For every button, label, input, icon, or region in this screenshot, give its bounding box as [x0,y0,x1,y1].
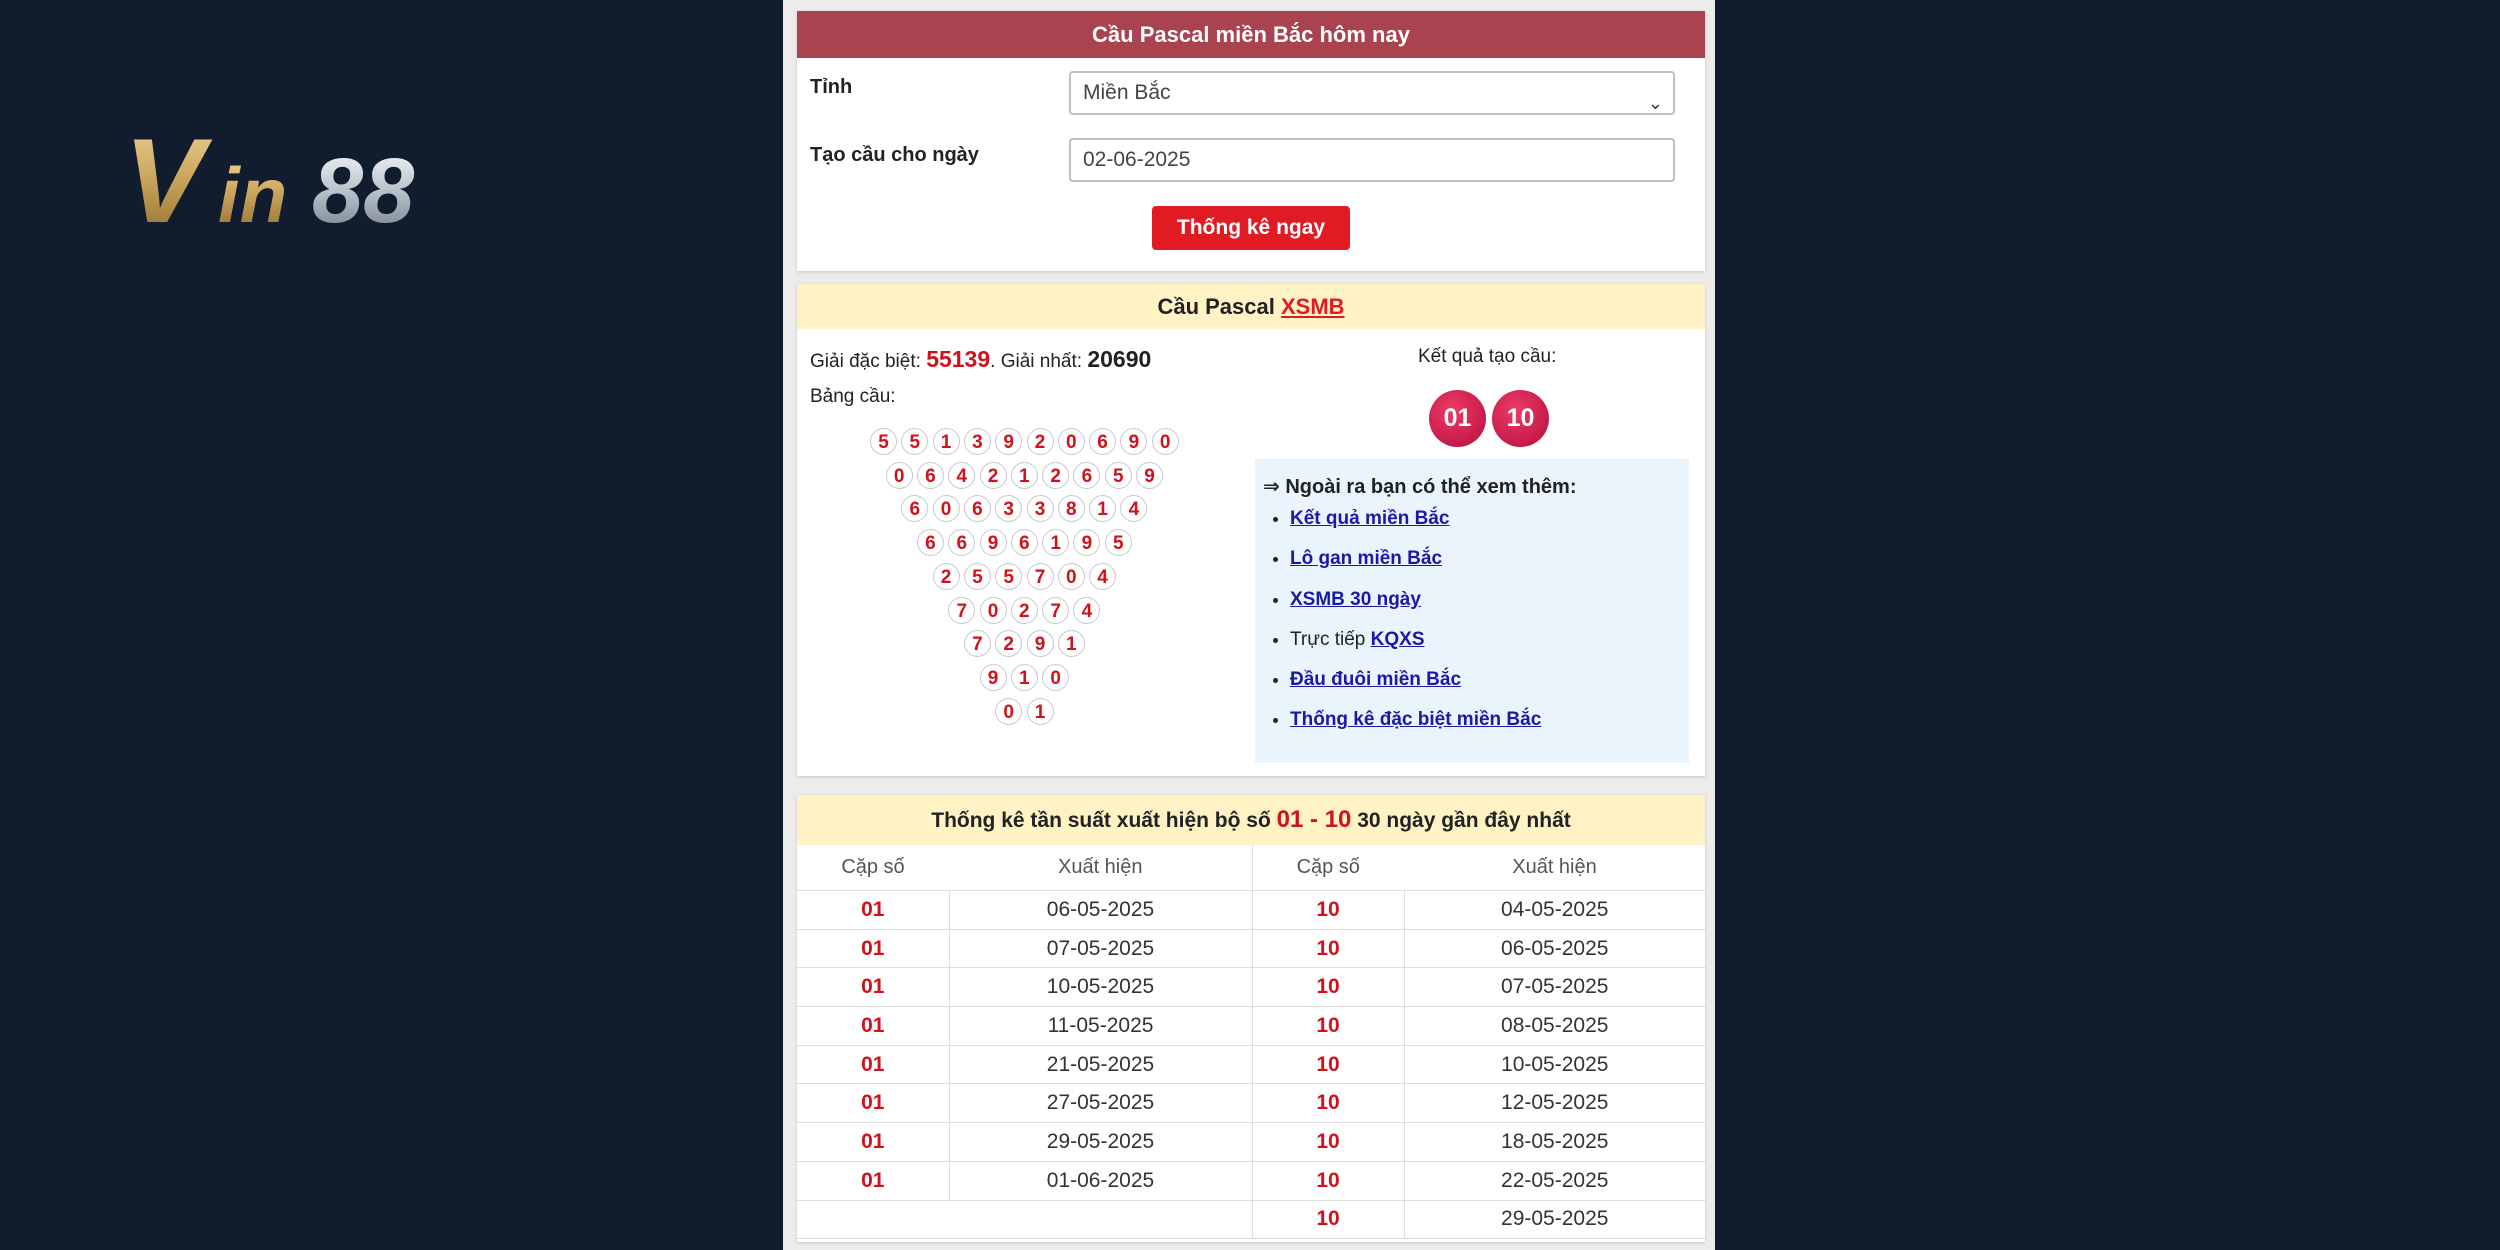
pascal-ball: 2 [933,563,960,590]
pascal-ball: 2 [1011,597,1038,624]
pascal-ball: 0 [933,495,960,522]
pascal-ball: 2 [980,462,1007,489]
column-header: Cặp số [1252,845,1404,891]
table-row [797,929,1705,968]
pascal-ball: 2 [1042,462,1069,489]
pascal-ball: 9 [995,428,1022,455]
pascal-ball: 9 [1073,529,1100,556]
pascal-ball: 0 [1152,428,1179,455]
date-cell: 01-06-2025 [949,1161,1252,1200]
first-prize-label: . Giải nhất: [990,351,1083,372]
pascal-ball: 0 [1058,563,1085,590]
date-cell: 29-05-2025 [1404,1200,1705,1239]
svg-text:88: 88 [312,140,415,233]
pascal-ball: 6 [1073,462,1100,489]
main-column [783,0,1715,1250]
pascal-ball: 7 [1027,563,1054,590]
date-cell: 10-05-2025 [1404,1045,1705,1084]
list-item [1290,700,1541,740]
table-row [797,891,1705,930]
pascal-ball: 6 [1089,428,1116,455]
table-row [797,1161,1705,1200]
date-cell: 27-05-2025 [949,1084,1252,1123]
result-ball: 01 [1429,390,1486,447]
date-cell: 08-05-2025 [1404,1007,1705,1046]
pascal-ball: 3 [964,428,991,455]
pascal-ball: 9 [1120,428,1147,455]
more-links-list [1263,499,1541,741]
svg-text:in: in [218,151,288,233]
link-kqxs[interactable]: KQXS [1370,628,1425,650]
date-cell: 29-05-2025 [949,1123,1252,1162]
result-ball: 10 [1492,390,1549,447]
pair-number-cell: 01 [797,1045,949,1084]
pascal-ball: 6 [1011,529,1038,556]
pair-number-cell: 10 [1252,891,1404,930]
pair-number-cell: 01 [797,1161,949,1200]
list-item [1290,580,1541,620]
table-row [797,1084,1705,1123]
pascal-result-card [797,284,1705,776]
pascal-ball: 6 [964,495,991,522]
pair-number-cell [797,1200,949,1239]
chevron-down-icon: ⌄ [1647,93,1663,113]
province-label: Tỉnh [810,76,853,98]
pascal-ball: 4 [1089,563,1116,590]
vin88-logo [122,118,482,233]
pascal-ball: 1 [1089,495,1116,522]
link-xsmb-30-ngay[interactable]: XSMB 30 ngày [1290,588,1421,610]
column-header: Xuất hiện [1404,845,1705,891]
column-header: Cặp số [797,845,949,891]
pascal-ball: 2 [1027,428,1054,455]
table-row [797,968,1705,1007]
pascal-ball: 1 [1011,462,1038,489]
pascal-ball: 0 [1042,664,1069,691]
list-item [1290,499,1541,539]
link-ket-qua-mien-bac[interactable]: Kết quả miền Bắc [1290,508,1450,529]
date-cell: 12-05-2025 [1404,1084,1705,1123]
pascal-ball: 1 [1027,698,1054,725]
list-item [1290,660,1541,700]
pascal-title [797,284,1705,329]
more-links-title: ⇒ Ngoài ra bạn có thể xem thêm: [1263,476,1577,498]
pascal-ball: 1 [933,428,960,455]
province-select-value: Miền Bắc [1083,81,1171,104]
date-cell: 11-05-2025 [949,1007,1252,1046]
pascal-ball: 9 [1027,630,1054,657]
prize-line [810,346,1151,373]
date-cell: 04-05-2025 [1404,891,1705,930]
svg-text:V: V [124,118,205,233]
pascal-ball: 1 [1058,630,1085,657]
pascal-ball: 8 [1058,495,1085,522]
date-cell: 06-05-2025 [949,891,1252,930]
column-header: Xuất hiện [949,845,1252,891]
pascal-ball: 3 [1027,495,1054,522]
pascal-ball: 5 [901,428,928,455]
table-row [797,1123,1705,1162]
result-label: Kết quả tạo cầu: [1418,346,1557,367]
province-select[interactable] [1069,71,1675,115]
pascal-ball: 0 [995,698,1022,725]
pair-number-cell: 01 [797,1123,949,1162]
pascal-ball: 0 [980,597,1007,624]
table-row [797,1007,1705,1046]
pair-number-cell: 10 [1252,1007,1404,1046]
pascal-ball: 7 [964,630,991,657]
table-row [797,1200,1705,1239]
first-prize-value: 20690 [1087,346,1152,372]
pair-number-cell: 10 [1252,1084,1404,1123]
pascal-ball: 4 [948,462,975,489]
link-thong-ke-dac-biet[interactable]: Thống kê đặc biệt miền Bắc [1290,709,1542,731]
date-cell: 22-05-2025 [1404,1161,1705,1200]
pair-number-cell: 10 [1252,1045,1404,1084]
pair-number-cell: 01 [797,929,949,968]
pascal-ball: 6 [901,495,928,522]
list-item [1290,620,1541,660]
special-prize-label: Giải đặc biệt: [810,351,921,372]
pair-number-cell: 10 [1252,1123,1404,1162]
pair-number-cell: 10 [1252,968,1404,1007]
xsmb-link[interactable]: XSMB [1280,294,1345,319]
special-prize-value: 55139 [926,346,991,372]
stats-title: Thống kê tần suất xuất hiện bộ số 01 - 10 30 ngày gần đây nhất [797,795,1705,845]
list-item [1290,539,1541,579]
board-label: Bảng cầu: [810,386,896,407]
pascal-ball: 2 [995,630,1022,657]
pascal-ball: 0 [886,462,913,489]
pascal-ball: 0 [1058,428,1085,455]
date-input-value: 02-06-2025 [1083,148,1191,171]
pascal-ball: 6 [917,529,944,556]
date-input[interactable] [1069,138,1675,182]
submit-button[interactable]: Thống kê ngay [1152,206,1350,250]
table-header-row [797,845,1705,891]
more-links-box [1255,459,1689,763]
pascal-ball: 3 [995,495,1022,522]
table-row [797,1045,1705,1084]
pascal-ball: 5 [1105,529,1132,556]
pascal-ball: 4 [1120,495,1147,522]
date-cell: 18-05-2025 [1404,1123,1705,1162]
pair-number-cell: 01 [797,1084,949,1123]
frequency-table [797,845,1705,1239]
pair-number-cell: 10 [1252,1200,1404,1239]
date-cell [949,1200,1252,1239]
pair-number-cell: 10 [1252,929,1404,968]
date-cell: 07-05-2025 [949,929,1252,968]
pascal-ball: 1 [1042,529,1069,556]
date-cell: 10-05-2025 [949,968,1252,1007]
pascal-ball: 4 [1073,597,1100,624]
pascal-ball: 1 [1011,664,1038,691]
link-prefix: Trực tiếp [1290,628,1371,650]
pair-number-cell: 01 [797,891,949,930]
frequency-stats-card [797,795,1705,1242]
link-lo-gan-mien-bac[interactable]: Lô gan miền Bắc [1290,548,1443,570]
pascal-ball: 9 [980,529,1007,556]
pair-number-cell: 01 [797,968,949,1007]
date-cell: 06-05-2025 [1404,929,1705,968]
date-cell: 07-05-2025 [1404,968,1705,1007]
frequency-table-body [797,891,1705,1239]
pascal-form-card [797,11,1705,271]
pascal-ball: 9 [1136,462,1163,489]
stats-title-numbers: 01 - 10 [1276,806,1352,833]
pascal-ball: 6 [917,462,944,489]
link-dau-duoi-mien-bac[interactable]: Đầu đuôi miền Bắc [1290,669,1462,691]
pascal-ball: 5 [964,563,991,590]
pascal-ball: 5 [870,428,897,455]
form-title: Cầu Pascal miền Bắc hôm nay [797,11,1705,58]
date-cell: 21-05-2025 [949,1045,1252,1084]
pascal-ball: 7 [1042,597,1069,624]
pascal-ball: 9 [980,664,1007,691]
pascal-ball: 6 [948,529,975,556]
pair-number-cell: 01 [797,1007,949,1046]
pascal-ball: 5 [1105,462,1132,489]
pair-number-cell: 10 [1252,1161,1404,1200]
pascal-ball: 7 [948,597,975,624]
pascal-ball: 5 [995,563,1022,590]
pascal-title-text: Cầu Pascal [1157,294,1275,319]
date-label: Tạo cầu cho ngày [810,144,979,166]
